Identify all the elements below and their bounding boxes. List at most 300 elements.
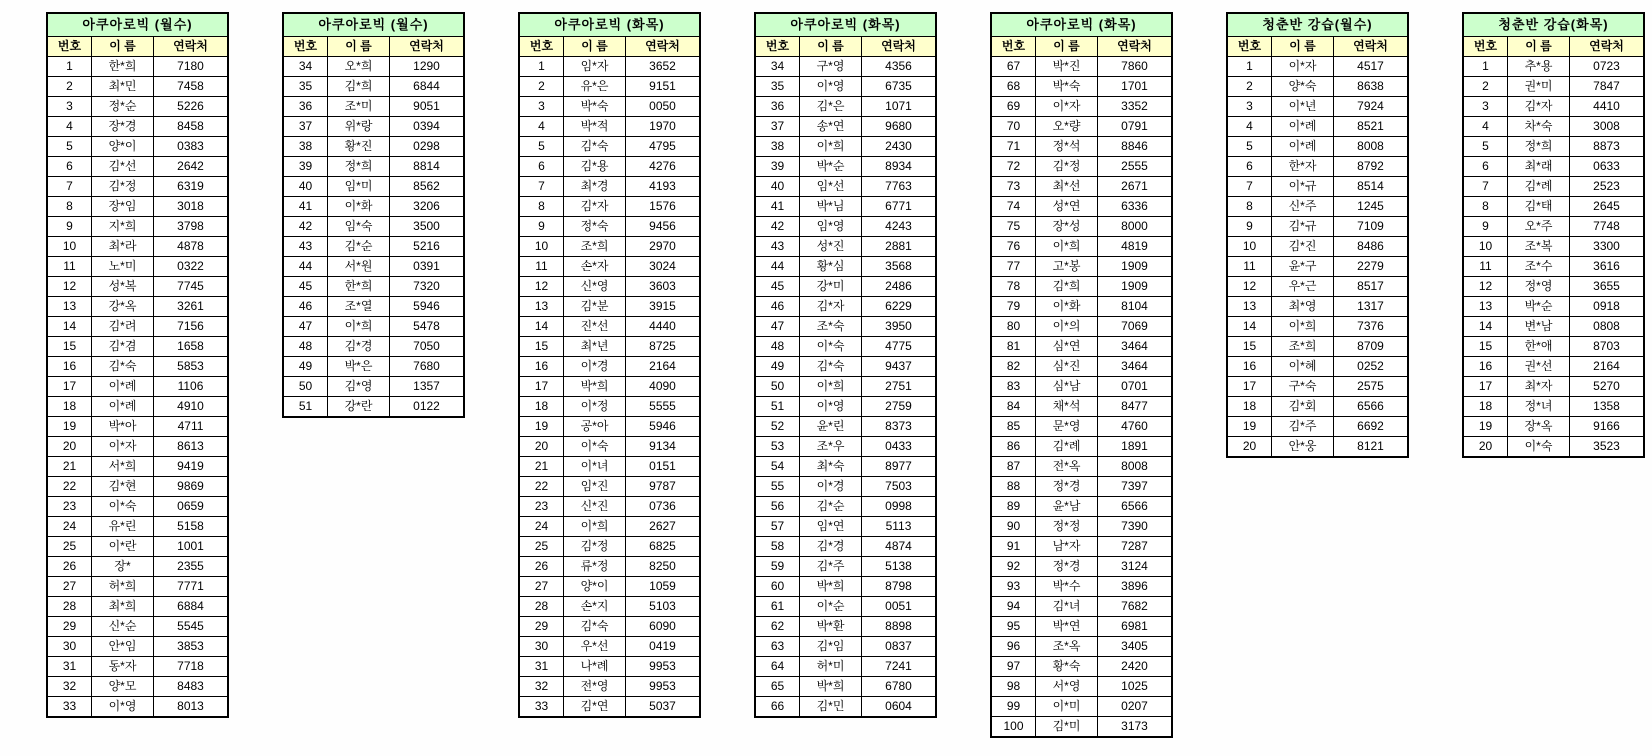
table-row [992, 457, 1171, 477]
table-row [992, 397, 1171, 417]
table-row [520, 457, 699, 477]
cell-name: 윤*린 [800, 417, 862, 436]
cell-name: 정*희 [1508, 137, 1570, 156]
cell-number: 38 [756, 137, 800, 156]
col-header-contact: 연락처 [390, 37, 463, 56]
cell-name: 김*녀 [1036, 597, 1098, 616]
cell-contact: 6566 [1121, 499, 1148, 513]
cell-contact: 8121 [1357, 439, 1384, 453]
col-header-contact: 연락처 [154, 37, 227, 56]
cell-name: 김*정 [92, 177, 154, 196]
roster-table [518, 12, 701, 718]
cell-contact: 6566 [1357, 399, 1384, 413]
cell-contact: 5158 [177, 519, 204, 533]
cell-name: 황*진 [328, 137, 390, 156]
cell-number: 15 [48, 337, 92, 356]
table-row [992, 357, 1171, 377]
cell-number: 64 [756, 657, 800, 676]
cell-name: 박*숙 [1036, 77, 1098, 96]
table-title: 아쿠아로빅 (화목) [520, 14, 699, 37]
table-row [756, 697, 935, 716]
table-row [1464, 397, 1643, 417]
cell-contact: 3523 [1593, 439, 1620, 453]
cell-number: 44 [756, 257, 800, 276]
cell-name: 조*열 [328, 297, 390, 316]
table-row [756, 677, 935, 697]
cell-number: 24 [520, 517, 564, 536]
cell-number: 53 [756, 437, 800, 456]
table-row [992, 377, 1171, 397]
cell-number: 28 [520, 597, 564, 616]
cell-name: 허*희 [92, 577, 154, 596]
table-row [48, 237, 227, 257]
cell-number: 11 [1228, 257, 1272, 276]
cell-number: 6 [520, 157, 564, 176]
cell-name: 김*회 [1272, 397, 1334, 416]
table-row [48, 597, 227, 617]
cell-number: 22 [48, 477, 92, 496]
cell-number: 7 [1228, 177, 1272, 196]
table-row [1228, 217, 1407, 237]
cell-name: 손*자 [564, 257, 626, 276]
cell-contact: 8613 [177, 439, 204, 453]
cell-name: 김*자 [564, 197, 626, 216]
table-row [756, 657, 935, 677]
cell-name: 이*희 [800, 137, 862, 156]
cell-number: 42 [284, 217, 328, 236]
cell-contact: 1106 [177, 379, 204, 393]
cell-contact: 6692 [1357, 419, 1384, 433]
cell-contact: 7180 [177, 59, 204, 73]
cell-number: 61 [756, 597, 800, 616]
table-row [284, 57, 463, 77]
table-row [1228, 297, 1407, 317]
cell-contact: 8725 [649, 339, 676, 353]
table-row [284, 377, 463, 397]
cell-name: 유*은 [564, 77, 626, 96]
cell-contact: 4819 [1121, 239, 1148, 253]
header-row [992, 37, 1171, 57]
cell-contact: 7745 [177, 279, 204, 293]
cell-name: 김*영 [328, 377, 390, 396]
cell-name: 서*희 [92, 457, 154, 476]
cell-contact: 8458 [177, 119, 204, 133]
cell-name: 이*례 [1272, 137, 1334, 156]
cell-name: 장*임 [92, 197, 154, 216]
table-row [48, 617, 227, 637]
table-row [756, 537, 935, 557]
cell-number: 20 [1464, 437, 1508, 456]
cell-contact: 3024 [649, 259, 676, 273]
cell-number: 8 [48, 197, 92, 216]
cell-name: 장* [92, 557, 154, 576]
table-row [1228, 177, 1407, 197]
cell-name: 조*미 [328, 97, 390, 116]
table-row [520, 317, 699, 337]
cell-contact: 2523 [1593, 179, 1620, 193]
cell-contact: 1317 [1357, 299, 1384, 313]
cell-contact: 4711 [177, 419, 204, 433]
col-header-contact: 연락처 [1098, 37, 1171, 56]
cell-contact: 7156 [177, 319, 204, 333]
cell-number: 87 [992, 457, 1036, 476]
table-row [520, 377, 699, 397]
cell-number: 51 [756, 397, 800, 416]
cell-number: 12 [520, 277, 564, 296]
cell-contact: 0604 [885, 699, 912, 713]
cell-number: 90 [992, 517, 1036, 536]
cell-contact: 6884 [177, 599, 204, 613]
cell-number: 19 [1464, 417, 1508, 436]
table-row [48, 417, 227, 437]
cell-name: 정*석 [1036, 137, 1098, 156]
cell-contact: 0383 [177, 139, 204, 153]
cell-contact: 2355 [177, 559, 204, 573]
cell-name: 채*석 [1036, 397, 1098, 416]
cell-contact: 9419 [177, 459, 204, 473]
cell-contact: 8373 [885, 419, 912, 433]
cell-contact: 2486 [885, 279, 912, 293]
cell-name: 이*영 [800, 397, 862, 416]
cell-name: 박*희 [800, 677, 862, 696]
cell-contact: 6844 [413, 79, 440, 93]
cell-contact: 0151 [649, 459, 676, 473]
cell-number: 12 [1228, 277, 1272, 296]
table-title: 아쿠아로빅 (월수) [48, 14, 227, 37]
cell-contact: 1245 [1357, 199, 1384, 213]
cell-name: 정*녀 [1508, 397, 1570, 416]
cell-name: 박*님 [800, 197, 862, 216]
cell-contact: 4878 [177, 239, 204, 253]
cell-name: 박*숙 [564, 97, 626, 116]
cell-contact: 8814 [413, 159, 440, 173]
table-row [48, 197, 227, 217]
cell-number: 17 [1464, 377, 1508, 396]
cell-number: 20 [520, 437, 564, 456]
table-row [1464, 77, 1643, 97]
cell-name: 이*화 [1036, 297, 1098, 316]
cell-contact: 8898 [885, 619, 912, 633]
cell-contact: 4517 [1357, 59, 1384, 73]
table-row [520, 697, 699, 716]
cell-contact: 5103 [649, 599, 676, 613]
table-row [48, 117, 227, 137]
cell-name: 김*주 [1272, 417, 1334, 436]
cell-name: 이*희 [1036, 237, 1098, 256]
cell-contact: 8798 [885, 579, 912, 593]
cell-name: 이*규 [1272, 177, 1334, 196]
cell-contact: 7241 [885, 659, 912, 673]
cell-number: 18 [520, 397, 564, 416]
table-row [284, 277, 463, 297]
cell-number: 30 [520, 637, 564, 656]
cell-name: 최*래 [1508, 157, 1570, 176]
cell-contact: 1357 [413, 379, 440, 393]
cell-number: 99 [992, 697, 1036, 716]
cell-contact: 5270 [1593, 379, 1620, 393]
cell-contact: 3853 [177, 639, 204, 653]
cell-number: 1 [520, 57, 564, 76]
table-row [48, 657, 227, 677]
cell-contact: 5113 [885, 519, 912, 533]
cell-number: 15 [1228, 337, 1272, 356]
cell-name: 조*희 [1272, 337, 1334, 356]
col-header-name: 이 름 [1272, 37, 1334, 56]
cell-contact: 9437 [885, 359, 912, 373]
cell-contact: 5555 [649, 399, 676, 413]
cell-name: 이*미 [1036, 697, 1098, 716]
cell-contact: 7458 [177, 79, 204, 93]
cell-number: 80 [992, 317, 1036, 336]
cell-name: 이*희 [1272, 317, 1334, 336]
table-row [992, 437, 1171, 457]
cell-number: 46 [284, 297, 328, 316]
table-row [992, 477, 1171, 497]
table-row [284, 297, 463, 317]
cell-number: 19 [48, 417, 92, 436]
cell-name: 황*숙 [1036, 657, 1098, 676]
header-row [756, 37, 935, 57]
cell-name: 임*선 [800, 177, 862, 196]
cell-number: 3 [520, 97, 564, 116]
cell-name: 이*자 [1272, 57, 1334, 76]
cell-name: 추*용 [1508, 57, 1570, 76]
cell-number: 21 [48, 457, 92, 476]
cell-contact: 7718 [177, 659, 204, 673]
cell-contact: 9953 [649, 659, 676, 673]
table-row [48, 257, 227, 277]
table-row [1228, 197, 1407, 217]
cell-number: 1 [1228, 57, 1272, 76]
table-row [48, 157, 227, 177]
cell-number: 13 [520, 297, 564, 316]
cell-contact: 7860 [1121, 59, 1148, 73]
cell-number: 82 [992, 357, 1036, 376]
cell-number: 63 [756, 637, 800, 656]
table-row [48, 437, 227, 457]
cell-number: 4 [1228, 117, 1272, 136]
cell-name: 김*연 [564, 697, 626, 716]
table-row [1464, 377, 1643, 397]
table-row [756, 157, 935, 177]
cell-number: 32 [48, 677, 92, 696]
cell-name: 김*미 [1036, 717, 1098, 736]
table-row [1228, 257, 1407, 277]
table-row [48, 137, 227, 157]
cell-name: 이*희 [328, 317, 390, 336]
cell-name: 이*숙 [92, 497, 154, 516]
cell-number: 36 [284, 97, 328, 116]
cell-name: 장*경 [92, 117, 154, 136]
cell-contact: 1909 [1121, 279, 1148, 293]
cell-number: 91 [992, 537, 1036, 556]
table-row [520, 137, 699, 157]
cell-name: 최*영 [1272, 297, 1334, 316]
cell-contact: 7397 [1121, 479, 1148, 493]
cell-name: 우*근 [1272, 277, 1334, 296]
table-row [756, 617, 935, 637]
header-row [1228, 37, 1407, 57]
cell-name: 성*복 [92, 277, 154, 296]
cell-name: 차*숙 [1508, 117, 1570, 136]
cell-number: 4 [48, 117, 92, 136]
cell-contact: 2575 [1357, 379, 1384, 393]
cell-name: 심*진 [1036, 357, 1098, 376]
table-row [992, 697, 1171, 717]
cell-number: 17 [520, 377, 564, 396]
cell-contact: 0322 [177, 259, 204, 273]
cell-number: 7 [48, 177, 92, 196]
cell-contact: 9680 [885, 119, 912, 133]
cell-name: 신*영 [564, 277, 626, 296]
cell-contact: 0808 [1593, 319, 1620, 333]
cell-contact: 8477 [1121, 399, 1148, 413]
cell-name: 동*자 [92, 657, 154, 676]
cell-number: 97 [992, 657, 1036, 676]
cell-contact: 5478 [413, 319, 440, 333]
cell-name: 성*진 [800, 237, 862, 256]
cell-number: 100 [992, 717, 1036, 736]
cell-number: 49 [284, 357, 328, 376]
cell-number: 15 [1464, 337, 1508, 356]
table-row [520, 117, 699, 137]
table-row [520, 157, 699, 177]
cell-name: 조*옥 [1036, 637, 1098, 656]
col-header-contact: 연락처 [626, 37, 699, 56]
cell-name: 이*자 [1036, 97, 1098, 116]
table-row [520, 277, 699, 297]
roster-table [282, 12, 465, 418]
cell-number: 9 [1464, 217, 1508, 236]
cell-name: 나*례 [564, 657, 626, 676]
cell-contact: 4795 [649, 139, 676, 153]
cell-name: 김*자 [1508, 97, 1570, 116]
cell-contact: 0394 [413, 119, 440, 133]
cell-name: 류*정 [564, 557, 626, 576]
table-row [520, 617, 699, 637]
table-row [1464, 97, 1643, 117]
table-row [284, 337, 463, 357]
cell-number: 7 [1464, 177, 1508, 196]
cell-number: 16 [48, 357, 92, 376]
cell-name: 전*영 [564, 677, 626, 696]
cell-name: 최*희 [92, 597, 154, 616]
cell-number: 1 [1464, 57, 1508, 76]
table-row [1464, 117, 1643, 137]
cell-number: 20 [1228, 437, 1272, 456]
table-row [756, 57, 935, 77]
cell-name: 김*임 [800, 637, 862, 656]
cell-name: 정*정 [1036, 517, 1098, 536]
cell-number: 10 [1228, 237, 1272, 256]
cell-name: 박*은 [328, 357, 390, 376]
cell-contact: 0701 [1121, 379, 1148, 393]
roster-table [1462, 12, 1645, 458]
cell-name: 오*희 [328, 57, 390, 76]
cell-contact: 8486 [1357, 239, 1384, 253]
cell-contact: 8792 [1357, 159, 1384, 173]
table-row [992, 57, 1171, 77]
table-row [1464, 157, 1643, 177]
cell-number: 17 [1228, 377, 1272, 396]
header-row [520, 37, 699, 57]
cell-number: 16 [1464, 357, 1508, 376]
cell-name: 박*수 [1036, 577, 1098, 596]
cell-contact: 6090 [649, 619, 676, 633]
col-header-name: 이 름 [328, 37, 390, 56]
cell-number: 48 [284, 337, 328, 356]
cell-name: 김*정 [564, 537, 626, 556]
cell-name: 임*연 [800, 517, 862, 536]
cell-number: 94 [992, 597, 1036, 616]
table-row [756, 337, 935, 357]
cell-name: 김*숙 [92, 357, 154, 376]
cell-number: 34 [284, 57, 328, 76]
cell-number: 57 [756, 517, 800, 536]
cell-number: 37 [756, 117, 800, 136]
cell-name: 조*희 [564, 237, 626, 256]
table-row [1464, 177, 1643, 197]
cell-contact: 6735 [885, 79, 912, 93]
cell-number: 11 [48, 257, 92, 276]
table-row [1464, 137, 1643, 157]
cell-name: 임*숙 [328, 217, 390, 236]
cell-name: 유*린 [92, 517, 154, 536]
cell-contact: 7050 [413, 339, 440, 353]
table-row [520, 477, 699, 497]
table-title: 청춘반 강습(월수) [1228, 14, 1407, 37]
cell-name: 윤*구 [1272, 257, 1334, 276]
cell-name: 정*경 [1036, 477, 1098, 496]
cell-number: 40 [756, 177, 800, 196]
cell-name: 임*미 [328, 177, 390, 196]
table-row [756, 577, 935, 597]
cell-number: 6 [1464, 157, 1508, 176]
cell-number: 88 [992, 477, 1036, 496]
col-header-contact: 연락처 [1570, 37, 1643, 56]
cell-contact: 8514 [1357, 179, 1384, 193]
table-row [756, 497, 935, 517]
cell-contact: 8709 [1357, 339, 1384, 353]
cell-number: 78 [992, 277, 1036, 296]
cell-contact: 1658 [177, 339, 204, 353]
cell-number: 34 [756, 57, 800, 76]
header-row [1464, 37, 1643, 57]
table-row [520, 297, 699, 317]
cell-number: 60 [756, 577, 800, 596]
table-row [992, 337, 1171, 357]
cell-number: 39 [284, 157, 328, 176]
tables-container [46, 12, 1645, 738]
cell-number: 41 [756, 197, 800, 216]
cell-contact: 2671 [1121, 179, 1148, 193]
cell-contact: 3915 [649, 299, 676, 313]
cell-number: 20 [48, 437, 92, 456]
cell-contact: 0791 [1121, 119, 1148, 133]
cell-number: 84 [992, 397, 1036, 416]
cell-contact: 2970 [649, 239, 676, 253]
cell-number: 43 [284, 237, 328, 256]
cell-name: 김*진 [1272, 237, 1334, 256]
table-row [756, 477, 935, 497]
cell-number: 41 [284, 197, 328, 216]
cell-contact: 1891 [1121, 439, 1148, 453]
cell-name: 서*영 [1036, 677, 1098, 696]
cell-contact: 5216 [413, 239, 440, 253]
cell-number: 37 [284, 117, 328, 136]
cell-contact: 8483 [177, 679, 204, 693]
cell-name: 이*경 [800, 477, 862, 496]
